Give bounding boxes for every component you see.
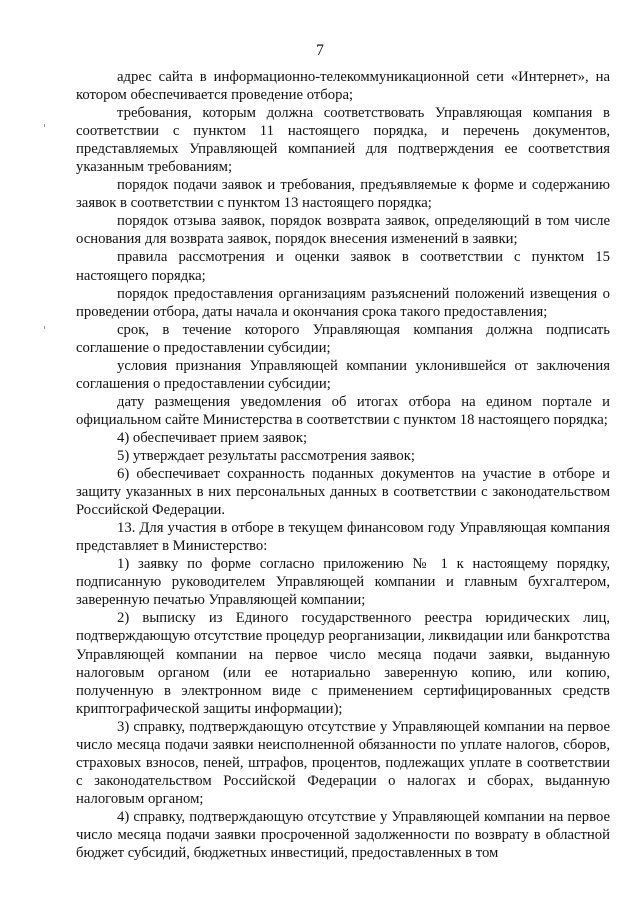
paragraph-site-address: адрес сайта в информационно-телекоммуникационной сети «Интернет», на котором обеспечивается проведение отбора; [76, 69, 610, 104]
page-number: 7 [316, 42, 324, 59]
scan-artifact-mark [44, 326, 45, 329]
clause-13-item-3: 3) справку, подтверждающую отсутствие у Управляющей компании на первое число месяца подачи заявки неисполненной обязанности по уплате налогов, сборов, страховых взносов, пеней, штрафов, процентов, подлежащих уплате в соответствии с законодательством Российской Федерации о налогах и сборах, выданную налоговым органом; [76, 718, 610, 807]
paragraph-clarifications: порядок предоставления организациям разъяснений положений извещения о проведении отбора, даты начала и окончания срока такого предоставления; [76, 285, 610, 320]
list-item-6: 6) обеспечивает сохранность поданных документов на участие в отборе и защиту указанных в них персональных данных в соответствии с законодательством Российской Федерации. [76, 466, 610, 519]
clause-13-item-2: 2) выписку из Единого государственного реестра юридических лиц, подтверждающую отсутствие процедур реорганизации, ликвидации или банкротства Управляющей компании на первое число месяца подачи заявки, выданную налоговым органом (или ее нотариально заверенную копию, или копию, полученную в электронном виде с применением сертифицированных средств криптографической защиты информации); [76, 610, 610, 717]
paragraph-results-date: дату размещения уведомления об итогах отбора на едином портале и официальном сайте Министерства в соответствии с пунктом 18 настоящего порядка; [76, 393, 610, 428]
document-body [76, 68, 610, 862]
list-item-4: 4) обеспечивает прием заявок; [117, 429, 308, 446]
clause-13-item-1: 1) заявку по форме согласно приложению № 1 к настоящему порядку, подписанную руководителем Управляющей компании и главным бухгалтером, заверенную печатью Управляющей компании; [76, 556, 610, 609]
list-item-5: 5) утверждает результаты рассмотрения заявок; [117, 447, 415, 464]
paragraph-evasion-conditions: условия признания Управляющей компании уклонившейся от заключения соглашения о предоставлении субсидии; [76, 357, 610, 392]
paragraph-submission-order: порядок подачи заявок и требования, предъявляемые к форме и содержанию заявок в соответствии с пунктом 13 настоящего порядка; [76, 177, 610, 212]
clause-13: 13. Для участия в отборе в текущем финансовом году Управляющая компания представляет в Министерство: [76, 520, 610, 555]
paragraph-withdrawal-order: порядок отзыва заявок, порядок возврата заявок, определяющий в том числе основания для возврата заявок, порядок внесения изменений в заявки; [76, 213, 610, 248]
scan-artifact-mark [44, 124, 45, 127]
clause-13-item-4: 4) справку, подтверждающую отсутствие у Управляющей компании на первое число месяца подачи заявки просроченной задолженности по возврату в областной бюджет субсидий, бюджетных инвестиций, предоставленных в том [76, 808, 610, 862]
paragraph-requirements: требования, которым должна соответствовать Управляющая компания в соответствии с пунктом 11 настоящего порядка, и перечень документов, представляемых Управляющей компанией для подтверждения ее соответствия указанным требованиям; [76, 105, 610, 176]
paragraph-review-rules: правила рассмотрения и оценки заявок в соответствии с пунктом 15 настоящего порядка; [76, 249, 610, 284]
paragraph-signing-term: срок, в течение которого Управляющая компания должна подписать соглашение о предоставлении субсидии; [76, 321, 610, 356]
